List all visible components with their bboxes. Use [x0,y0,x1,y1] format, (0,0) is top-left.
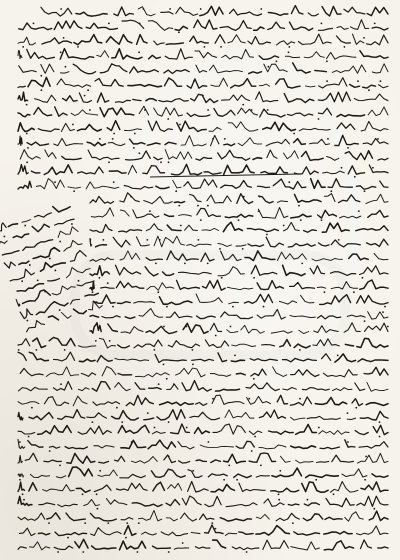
text-line [20,525,389,538]
text-line [19,20,388,34]
text-line [20,150,388,164]
text-line [18,511,388,524]
margin-note-line [8,249,88,285]
text-line [18,395,388,408]
text-line [94,294,389,308]
text-line [90,323,389,337]
text-line [18,337,388,350]
margin-note-line [1,225,80,260]
text-line [18,77,388,91]
margin-note-line [20,286,100,322]
margin-note [0,202,103,332]
text-line [18,424,388,437]
text-line [18,49,388,63]
text-line [18,106,388,120]
text-line [18,179,388,193]
text-line [18,453,388,466]
text-line [18,121,388,135]
margin-note-line [15,262,90,293]
text-line [18,381,388,392]
text-line [90,193,388,207]
text-line [90,236,389,250]
text-line [18,135,388,149]
text-line [18,539,388,553]
text-line [18,352,388,365]
text-line [90,309,388,323]
text-line [18,439,388,452]
text-line [18,496,388,510]
text-line [18,482,388,496]
text-line [90,251,388,264]
text-line [18,92,388,106]
text-line [19,63,388,77]
text-line [20,367,388,380]
text-line [90,222,388,235]
text-line [18,34,388,48]
text-line [90,265,388,278]
text-line [91,208,388,222]
text-line [41,6,388,17]
text-line [90,280,388,293]
text-line [18,467,388,481]
text-line [18,410,388,423]
